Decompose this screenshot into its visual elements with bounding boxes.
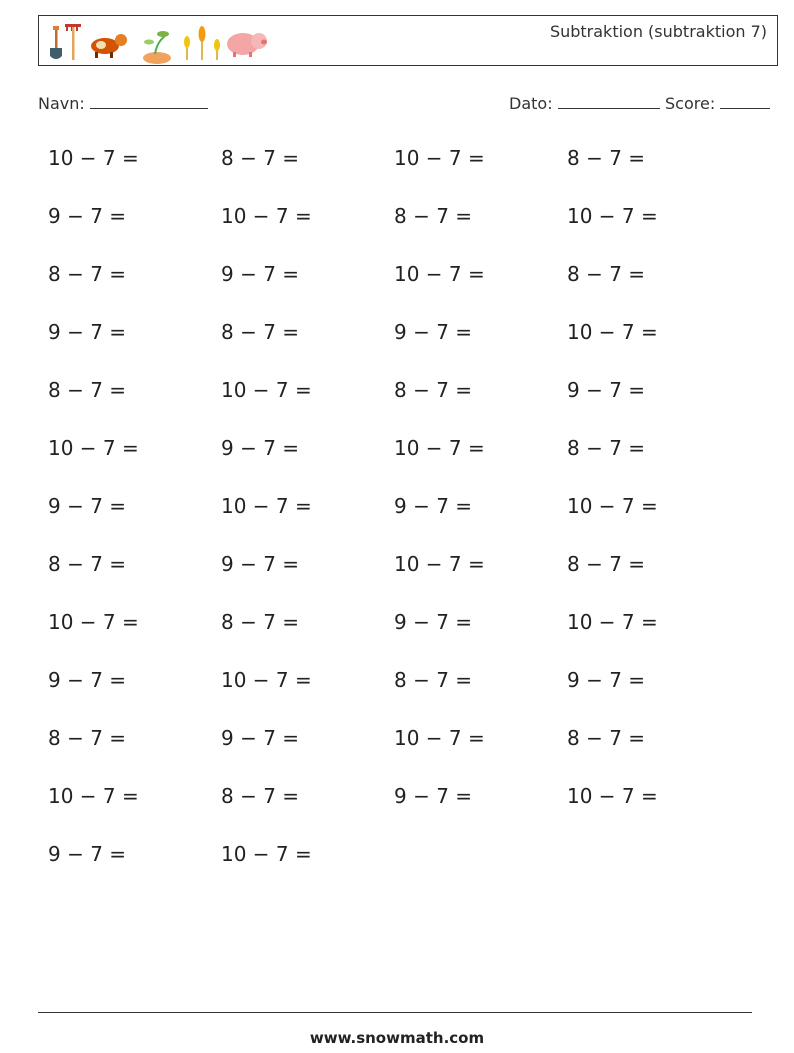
problem-item: 10 − 7 = (567, 494, 658, 518)
problem-item: 8 − 7 = (48, 552, 127, 576)
problem-item: 8 − 7 = (221, 320, 300, 344)
problem-item: 10 − 7 = (567, 204, 658, 228)
pig-icon (227, 33, 267, 57)
problem-item: 8 − 7 = (48, 262, 127, 286)
problem-item: 10 − 7 = (394, 146, 485, 170)
sprout-icon (143, 31, 171, 64)
score-label: Score: (665, 94, 716, 113)
problem-item: 8 − 7 = (567, 726, 646, 750)
score-field (665, 94, 770, 113)
problem-item: 10 − 7 = (221, 842, 312, 866)
problem-item: 8 − 7 = (48, 726, 127, 750)
problem-item: 9 − 7 = (48, 204, 127, 228)
problem-item: 8 − 7 = (221, 610, 300, 634)
date-field (509, 94, 660, 113)
problem-item: 8 − 7 = (221, 146, 300, 170)
name-field (38, 94, 208, 113)
problem-item: 10 − 7 = (567, 610, 658, 634)
worksheet-header (38, 15, 778, 66)
farm-icons (45, 20, 275, 64)
problem-item: 9 − 7 = (221, 436, 300, 460)
problem-item: 8 − 7 = (567, 552, 646, 576)
problem-item: 8 − 7 = (221, 784, 300, 808)
problem-item: 9 − 7 = (394, 784, 473, 808)
problem-item: 9 − 7 = (221, 726, 300, 750)
problem-item: 9 − 7 = (394, 494, 473, 518)
problem-item: 9 − 7 = (221, 262, 300, 286)
name-label: Navn: (38, 94, 85, 113)
problem-item: 9 − 7 = (48, 668, 127, 692)
date-line[interactable] (558, 94, 660, 109)
problem-item: 9 − 7 = (394, 610, 473, 634)
problem-item: 10 − 7 = (567, 784, 658, 808)
problem-item: 8 − 7 = (567, 436, 646, 460)
problem-item: 8 − 7 = (394, 668, 473, 692)
problem-item: 10 − 7 = (394, 436, 485, 460)
problem-item: 9 − 7 = (221, 552, 300, 576)
score-line[interactable] (720, 94, 770, 109)
problem-item: 10 − 7 = (221, 494, 312, 518)
problem-item: 10 − 7 = (221, 378, 312, 402)
date-label: Dato: (509, 94, 553, 113)
problem-item: 9 − 7 = (48, 494, 127, 518)
problem-item: 8 − 7 = (394, 378, 473, 402)
shovel-icon (50, 26, 62, 59)
problem-item: 10 − 7 = (48, 610, 139, 634)
footer-url: www.snowmath.com (309, 1029, 485, 1047)
problem-item: 10 − 7 = (221, 204, 312, 228)
name-line[interactable] (90, 94, 208, 109)
footer-divider (38, 1012, 752, 1013)
problem-item: 10 − 7 = (48, 146, 139, 170)
page-title: Subtraktion (subtraktion 7) (549, 22, 767, 41)
problem-item: 8 − 7 = (394, 204, 473, 228)
problem-item: 10 − 7 = (394, 262, 485, 286)
problem-item: 10 − 7 = (48, 784, 139, 808)
cow-icon (91, 34, 127, 58)
problem-item: 10 − 7 = (394, 552, 485, 576)
rake-icon (65, 24, 81, 60)
problem-item: 10 − 7 = (48, 436, 139, 460)
problem-item: 9 − 7 = (394, 320, 473, 344)
problem-item: 9 − 7 = (567, 668, 646, 692)
problem-item: 8 − 7 = (567, 262, 646, 286)
problem-item: 9 − 7 = (567, 378, 646, 402)
wheat-icon (184, 26, 220, 60)
problem-item: 10 − 7 = (221, 668, 312, 692)
problem-item: 10 − 7 = (394, 726, 485, 750)
problem-item: 9 − 7 = (48, 842, 127, 866)
problem-item: 10 − 7 = (567, 320, 658, 344)
problem-item: 8 − 7 = (567, 146, 646, 170)
problem-item: 8 − 7 = (48, 378, 127, 402)
problem-item: 9 − 7 = (48, 320, 127, 344)
